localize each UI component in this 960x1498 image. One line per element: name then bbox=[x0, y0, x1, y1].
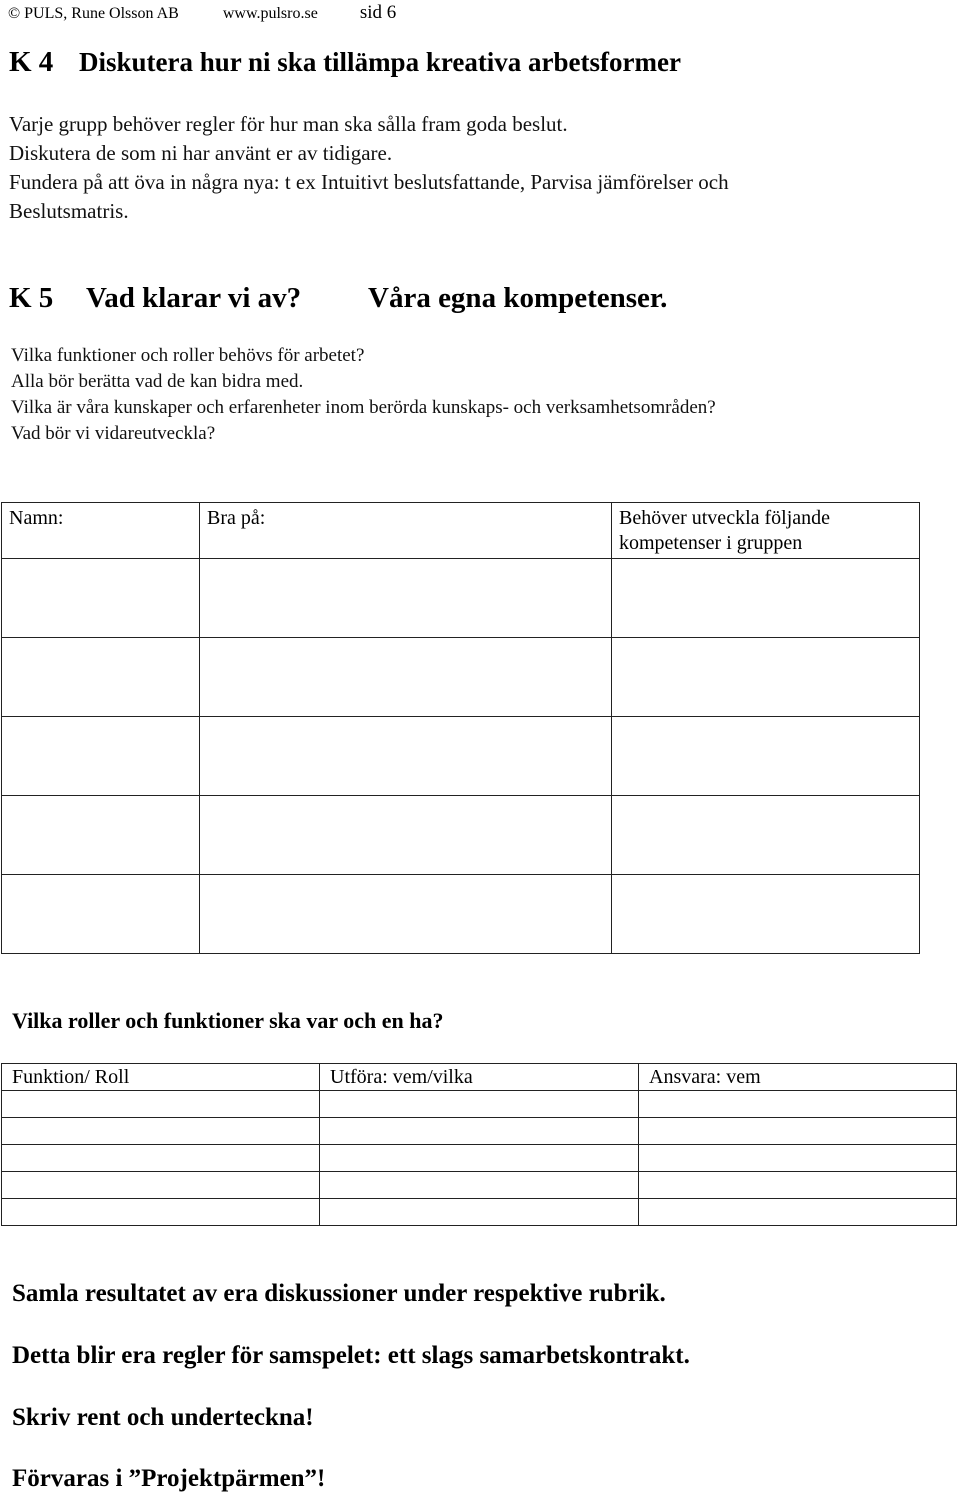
table-row bbox=[2, 559, 920, 638]
table-cell[interactable] bbox=[2, 638, 200, 717]
table-cell[interactable] bbox=[200, 638, 612, 717]
table-row bbox=[2, 875, 920, 954]
table-cell[interactable] bbox=[320, 1199, 639, 1226]
table-row bbox=[2, 1145, 957, 1172]
table-cell[interactable] bbox=[612, 559, 920, 638]
copyright-text: © PULS, Rune Olsson AB bbox=[8, 5, 179, 22]
table-cell[interactable] bbox=[639, 1172, 957, 1199]
header-perform: Utföra: vem/vilka bbox=[320, 1064, 639, 1091]
k4-line-3: Fundera på att öva in några nya: t ex Intuitivt beslutsfattande, Parvisa jämförelser och bbox=[9, 170, 729, 194]
k5-heading bbox=[9, 282, 667, 315]
k4-title: Diskutera hur ni ska tillämpa kreativa arbetsformer bbox=[79, 47, 681, 77]
table-cell[interactable] bbox=[612, 796, 920, 875]
k5-question: Vad klarar vi av? bbox=[86, 282, 302, 314]
closing-line-4: Förvaras i ”Projektpärmen”! bbox=[12, 1465, 326, 1492]
table-row bbox=[2, 1091, 957, 1118]
k5-line-1: Vilka funktioner och roller behövs för arbetet? bbox=[11, 345, 365, 366]
table-cell[interactable] bbox=[2, 1199, 320, 1226]
k5-line-4: Vad bör vi vidareutveckla? bbox=[11, 423, 216, 444]
table-header-row bbox=[2, 503, 920, 559]
header-needs-development: Behöver utveckla följande kompetenser i gruppen bbox=[612, 503, 920, 559]
table-cell[interactable] bbox=[2, 796, 200, 875]
table-cell[interactable] bbox=[639, 1199, 957, 1226]
table-cell[interactable] bbox=[2, 559, 200, 638]
roles-header-row bbox=[2, 1064, 957, 1091]
roles-heading: Vilka roller och funktioner ska var och en ha? bbox=[12, 1008, 444, 1033]
table-cell[interactable] bbox=[639, 1118, 957, 1145]
header-good-at: Bra på: bbox=[200, 503, 612, 559]
header-responsible: Ansvara: vem bbox=[639, 1064, 957, 1091]
closing-line-3: Skriv rent och underteckna! bbox=[12, 1404, 314, 1431]
table-cell[interactable] bbox=[612, 638, 920, 717]
k5-line-2: Alla bör berätta vad de kan bidra med. bbox=[11, 371, 304, 392]
k4-number: K 4 bbox=[9, 46, 54, 78]
table-cell[interactable] bbox=[200, 717, 612, 796]
table-cell[interactable] bbox=[320, 1172, 639, 1199]
table-row bbox=[2, 717, 920, 796]
table-cell[interactable] bbox=[320, 1145, 639, 1172]
table-cell[interactable] bbox=[2, 1145, 320, 1172]
closing-line-2: Detta blir era regler för samspelet: ett slags samarbetskontrakt. bbox=[12, 1342, 690, 1369]
table-cell[interactable] bbox=[320, 1091, 639, 1118]
table-cell[interactable] bbox=[2, 1172, 320, 1199]
table-row bbox=[2, 638, 920, 717]
closing-line-1: Samla resultatet av era diskussioner under respektive rubrik. bbox=[12, 1280, 666, 1307]
table-row bbox=[2, 1118, 957, 1145]
header-name: Namn: bbox=[2, 503, 200, 559]
k5-line-3: Vilka är våra kunskaper och erfarenheter inom berörda kunskaps- och verksamhetsområden? bbox=[11, 397, 716, 418]
table-cell[interactable] bbox=[2, 1118, 320, 1145]
k4-line-4: Beslutsmatris. bbox=[9, 199, 129, 223]
table-cell[interactable] bbox=[320, 1118, 639, 1145]
k5-number: K 5 bbox=[9, 282, 54, 314]
table-cell[interactable] bbox=[2, 1091, 320, 1118]
k4-line-1: Varje grupp behöver regler för hur man ska sålla fram goda beslut. bbox=[9, 112, 568, 136]
table-cell[interactable] bbox=[2, 717, 200, 796]
table-cell[interactable] bbox=[612, 875, 920, 954]
website-link[interactable]: www.pulsro.se bbox=[222, 5, 318, 22]
page-header bbox=[8, 2, 396, 24]
page-number: sid 6 bbox=[359, 2, 397, 23]
table-cell[interactable] bbox=[639, 1145, 957, 1172]
table-cell[interactable] bbox=[639, 1091, 957, 1118]
k5-subtitle: Våra egna kompetenser. bbox=[368, 282, 668, 314]
table-cell[interactable] bbox=[200, 875, 612, 954]
table-cell[interactable] bbox=[612, 717, 920, 796]
roles-table bbox=[1, 1063, 957, 1226]
header-function-role: Funktion/ Roll bbox=[2, 1064, 320, 1091]
table-cell[interactable] bbox=[200, 559, 612, 638]
table-cell[interactable] bbox=[2, 875, 200, 954]
table-cell[interactable] bbox=[200, 796, 612, 875]
k4-line-2: Diskutera de som ni har använt er av tidigare. bbox=[9, 141, 393, 165]
k4-heading bbox=[9, 46, 681, 79]
table-row bbox=[2, 1199, 957, 1226]
competence-table bbox=[1, 502, 920, 954]
table-row bbox=[2, 796, 920, 875]
table-row bbox=[2, 1172, 957, 1199]
